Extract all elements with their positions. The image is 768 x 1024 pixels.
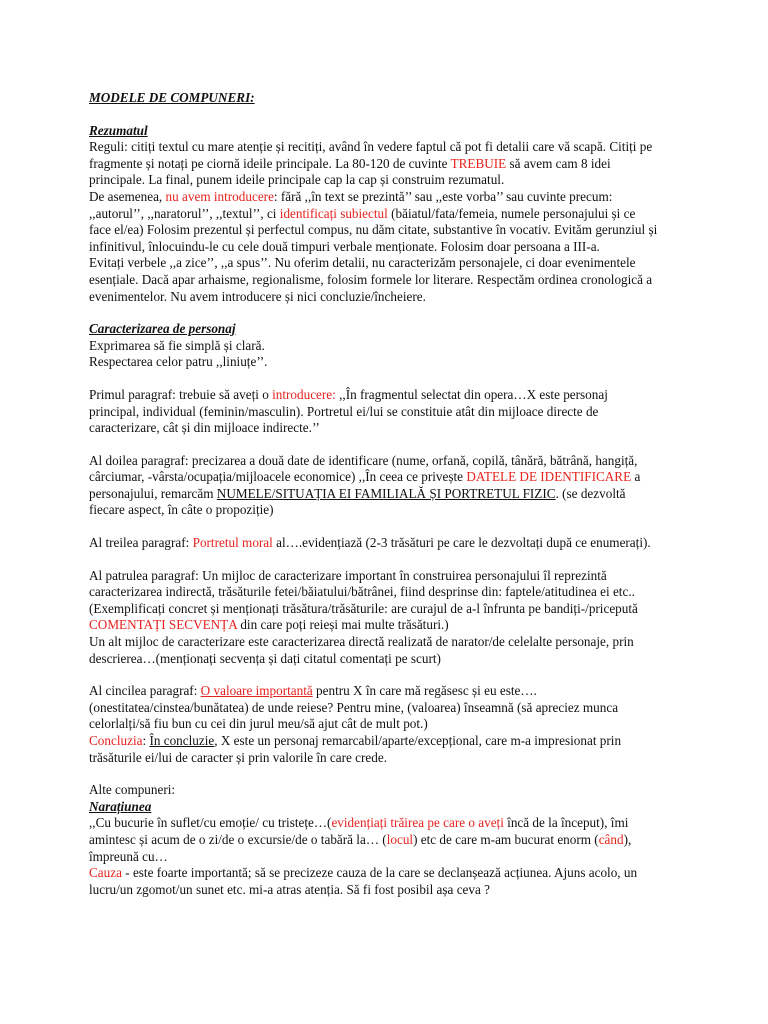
highlight-text: evidențiați trăirea pe care o aveți xyxy=(331,815,504,831)
text-run: al….evidențiază (2-3 trăsături pe care le dezvoltați după ce enumerați). xyxy=(272,535,651,551)
caracterizare-paragraph-5 xyxy=(89,683,659,733)
text-run: : xyxy=(142,733,150,748)
text-run: pentru X în care mă regăsesc și eu este….(onestitatea/cinstea/bunătatea) de unde reiese? Pentru mine, (valoarea) înseamnă (să apreciez munca celorlalți/să fiu bun cu cei din jurul meu/să ajut cât de mult pot.) xyxy=(89,683,619,732)
naratiune-paragraph-1 xyxy=(89,815,659,865)
highlight-text: locul xyxy=(386,831,414,847)
text-run: . (se dezvoltă fiecare aspect, în câte o propoziție) xyxy=(89,485,626,518)
text-run: a personajului, remarcăm xyxy=(89,469,641,501)
highlight-text: O valoare importantă xyxy=(200,683,313,699)
highlight-text: Cauza xyxy=(89,865,122,881)
highlight-text: când xyxy=(598,831,624,847)
caracterizare-conclusion xyxy=(89,733,659,766)
highlight-text: Portretul moral xyxy=(192,535,273,551)
caracterizare-paragraph-4 xyxy=(89,568,659,634)
text-run: : fără ,,în text se prezintă’’ sau ,,este vorba’’ sau cuvinte precum: ,,autorul’’, ,,naratorul’’, ,,textul’’, ci xyxy=(89,188,613,221)
text-run: - este foarte importantă; să se precizeze cauza de la care se declanșează acțiunea. Ajuns acolo, un lucru/un zgomot/un sunet etc. mi-a atras atenția. Să fi fost posibil așa ceva ? xyxy=(89,865,638,897)
highlight-text: nu avem introducere xyxy=(165,188,274,204)
rule-line-1: Exprimarea să fie simplă și clară. xyxy=(89,337,265,353)
highlight-text: introducere: xyxy=(272,386,336,402)
section-heading-caracterizare: Caracterizarea de personaj xyxy=(89,321,236,337)
text-run: Al cincilea paragraf: xyxy=(89,683,201,699)
document-page xyxy=(89,90,659,898)
section-heading-naratiunea: Narațiunea xyxy=(89,798,152,814)
text-run: De asemenea, xyxy=(89,188,166,204)
underlined-text: NUMELE/SITUAȚIA EI FAMILIALĂ ȘI PORTRETUL FIZIC xyxy=(216,485,556,501)
document-title: MODELE DE COMPUNERI: xyxy=(89,90,255,105)
highlight-text: COMENTAȚI SECVENȚA xyxy=(89,617,238,633)
text-run: încă de la început), îmi amintesc și acum de o zi/de o excursie/de o tabără la… ( xyxy=(89,815,629,847)
caracterizare-paragraph-3 xyxy=(89,535,659,552)
caracterizare-paragraph-2 xyxy=(89,453,659,519)
highlight-text: Concluzia xyxy=(89,733,143,748)
text-run: ), împreună cu… xyxy=(89,831,632,864)
text-run: să avem cam 8 idei principale. La final, punem ideile principale cap la cap și construim rezumatul. xyxy=(89,155,611,188)
text-run: ,,În fragmentul selectat din opera…X este personaj principal, individual (feminin/masculin). Portretul ei/lui se constituie atât din mijloace directe de caracterizare, cât și din mijloace indirecte.’’ xyxy=(89,386,608,436)
text-run: Al treilea paragraf: xyxy=(89,535,193,551)
text-run: Reguli: citiți textul cu mare atenție și recitiți, având în vedere faptul că pot fi detalii care vă scapă. Citiți pe fragmente și notați pe ciornă ideile principale. La 80-120 de cuvinte xyxy=(89,139,653,171)
section-heading-rezumat: Rezumatul xyxy=(89,122,148,138)
rule-line-2: Respectarea celor patru ,,liniuțe’’. xyxy=(89,354,268,370)
text-run: Primul paragraf: trebuie să aveți o xyxy=(89,386,273,402)
highlight-text: TREBUIE xyxy=(450,155,507,171)
text-run: Al doilea paragraf: precizarea a două date de identificare (nume, orfană, copilă, tânără, bătrână, hangiță, cârciumar, -vârsta/ocupația/mijloacele economice) ,,În ceea ce privește xyxy=(89,452,638,485)
rezumat-paragraph-1 xyxy=(89,139,659,189)
underlined-text: În concluzie xyxy=(149,733,215,748)
text-run: , X este un personaj remarcabil/aparte/excepțional, care m-a impresionat prin trăsăturile ei/lui de caracter și prin valorile în care crede. xyxy=(89,733,622,765)
text-run: din care poți reieși mai multe trăsături.) xyxy=(237,617,449,633)
text-run: ,,Cu bucurie în suflet/cu emoție/ cu tristețe…( xyxy=(89,815,332,831)
text-run: Al patrulea paragraf: Un mijloc de caracterizare important în construirea personajului îl reprezintă caracterizarea indirectă, trăsăturile fetei/băiatului/bătrânei, fiind desprinse din: faptele/atitudinea ei etc.. (Exemplificați concret și menționați trăsătura/trăsăturile: are curajul de a-l înfrunta pe bandiți-/pricepută xyxy=(89,567,638,616)
text-run: ) etc de care m-am bucurat enorm ( xyxy=(413,831,599,847)
caracterizare-paragraph-4b: Un alt mijloc de caracterizare este caracterizarea directă realizată de narator/de celelalte personaje, prin descrierea…(menționați secvența și dați citatul comentați pe scurt) xyxy=(89,634,634,666)
naratiune-paragraph-2 xyxy=(89,865,659,898)
text-run: (băiatul/fata/femeia, numele personajului și ce face el/ea) Folosim prezentul și perfectul compus, nu dăm citate, substantive în vocativ. Evităm gerunziul și infinitivul, înlocuindu-le cu cele două timpuri verbale menționate. Folosim doar persoana a III-a. xyxy=(89,205,658,254)
other-compositions-label: Alte compuneri: xyxy=(89,782,176,798)
highlight-text: DATELE DE IDENTIFICARE xyxy=(466,469,632,485)
rezumat-paragraph-3: Evitați verbele ,,a zice’’, ,,a spus’’. Nu oferim detalii, nu caracterizăm personajele, ci doar evenimentele esențiale. Dacă apar arhaisme, regionalisme, folosim formele lor literare. Respectăm ordinea cronologică a evenimentelor. Nu avem introducere și nici concluzie/încheiere. xyxy=(89,255,653,304)
rezumat-paragraph-2 xyxy=(89,189,659,255)
highlight-text: identificați subiectul xyxy=(279,205,388,221)
caracterizare-paragraph-1 xyxy=(89,387,659,437)
